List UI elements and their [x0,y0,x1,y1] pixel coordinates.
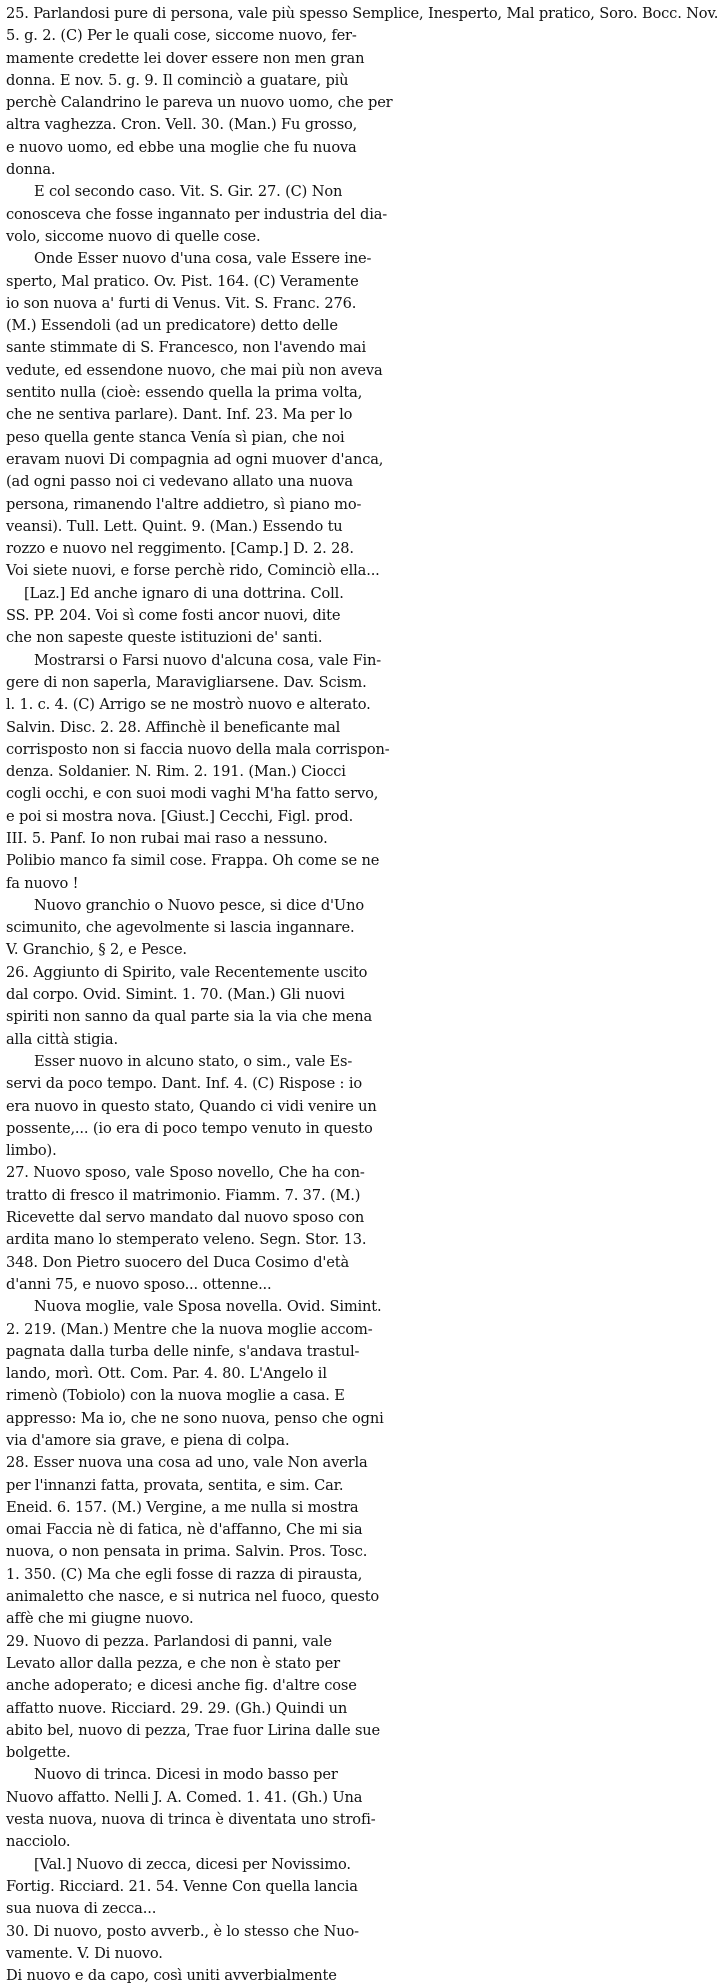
text-line: Eneid. 6. 157. (M.) Vergine, a me nulla si mostra [6,1498,359,1516]
text-line: [Laz.] Ed anche ignaro di una dottrina. Coll. [24,584,344,602]
text-line: (ad ogni passo noi ci vedevano allato una nuova [6,473,353,491]
text-line: sperto, Mal pratico. Ov. Pist. 164. (C) Veramente [6,272,359,290]
text-line: pagnata dalla turba delle ninfe, s'andava trastul- [6,1342,360,1360]
text-line: tratto di fresco il matrimonio. Fiamm. 7. 37. (M.) [6,1186,361,1204]
text-line: vamente. V. Di nuovo. [6,1944,163,1962]
text-line: possente,... (io era di poco tempo venuto in questo [6,1119,373,1137]
text-line: ardita mano lo stemperato veleno. Segn. Stor. 13. [6,1231,367,1249]
text-line: rimenò (Tobiolo) con la nuova moglie a casa. E [6,1387,345,1405]
text-line: vesta nuova, nuova di trinca è diventata uno strofi- [6,1811,376,1829]
text-line: Nuovo di trinca. Dicesi in modo basso per [34,1766,338,1784]
text-line: via d'amore sia grave, e piena di colpa. [6,1432,290,1449]
text-line: 26. Aggiunto di Spirito, vale Recentemente uscito [6,963,368,981]
text-line: io son nuova a' furti di Venus. Vit. S. Franc. 276. [6,294,357,312]
text-line: 1. 350. (C) Ma che egli fosse di razza di pirausta, [6,1565,363,1583]
text-line: vedute, ed essendone nuovo, che mai più non aveva [6,361,383,379]
text-line: [Val.] Nuovo di zecca, dicesi per Novissimo. [34,1855,351,1873]
text-line: Levato allor dalla pezza, e che non è stato per [6,1654,340,1672]
text-line: appresso: Ma io, che ne sono nuova, penso che ogni [6,1409,384,1427]
text-line: lando, morì. Ott. Com. Par. 4. 80. L'Angelo il [6,1365,327,1383]
text-line: Salvin. Disc. 2. 28. Affinchè il beneficante mal [6,718,341,736]
text-line: sentito nulla (cioè: essendo quella la prima volta, [6,384,363,402]
text-line: era nuovo in questo stato, Quando ci vidi venire un [6,1097,377,1115]
text-line: 27. Nuovo sposo, vale Sposo novello, Che ha con- [6,1164,365,1182]
text-line: Fortig. Ricciard. 21. 54. Venne Con quella lancia [6,1877,358,1895]
text-line: sua nuova di zecca... [6,1900,157,1918]
text-line: l. 1. c. 4. (C) Arrigo se ne mostrò nuovo e alterato. [6,696,371,714]
text-line: sante stimmate di S. Francesco, non l'avendo mai [6,339,367,357]
text-line: donna. [6,161,56,179]
text-line: scimunito, che agevolmente si lascia ingannare. [6,919,355,937]
text-line: Voi siete nuovi, e forse perchè rido, Cominciò ella... [6,562,380,580]
text-line: limbo). [6,1142,57,1160]
text-line: servi da poco tempo. Dant. Inf. 4. (C) Rispose : io [6,1075,362,1093]
text-line: Ricevette dal servo mandato dal nuovo sposo con [6,1209,365,1227]
text-line: III. 5. Panf. Io non rubai mai raso a nessuno. [6,829,328,847]
text-line: cogli occhi, e con suoi modi vaghi M'ha fatto servo, [6,785,379,803]
text-line: V. Granchio, § 2, e Pesce. [6,941,187,959]
text-line: bolgette. [6,1744,71,1762]
text-line: che non sapeste queste istituzioni de' santi. [6,629,323,647]
text-line: 5. g. 2. (C) Per le quali cose, siccome nuovo, fer- [6,27,357,45]
text-line: affatto nuove. Ricciard. 29. 29. (Gh.) Quindi un [6,1699,348,1717]
text-line: donna. E nov. 5. g. 9. Il cominciò a guatare, più [6,71,349,89]
text-line: Mostrarsi o Farsi nuovo d'alcuna cosa, vale Fin- [34,651,382,669]
text-line: e poi si mostra nova. [Giust.] Cecchi, Figl. prod. [6,807,354,825]
text-line: omai Faccia nè di fatica, nè d'affanno, Che mi sia [6,1521,363,1539]
text-line: 348. Don Pietro suocero del Duca Cosimo d'età [6,1253,350,1271]
text-line: altra vaghezza. Cron. Vell. 30. (Man.) Fu grosso, [6,116,358,134]
text-line: persona, rimanendo l'altre addietro, sì piano mo- [6,495,362,513]
text-line: Esser nuovo in alcuno stato, o sim., vale Es- [34,1052,353,1070]
text-line: Onde Esser nuovo d'una cosa, vale Essere ine- [34,250,372,268]
text-line: d'anni 75, e nuovo sposo... ottenne... [6,1275,272,1293]
text-line: Nuovo granchio o Nuovo pesce, si dice d'Uno [34,896,364,914]
text-line: Nuova moglie, vale Sposa novella. Ovid. Simint. [34,1298,382,1316]
text-line: animaletto che nasce, e si nutrica nel fuoco, questo [6,1588,380,1606]
text-line: 29. Nuovo di pezza. Parlandosi di panni, vale [6,1632,332,1650]
text-line: corrisposto non si faccia nuovo della mala corrispon- [6,740,390,758]
text-line: affè che mi giugne nuovo. [6,1610,194,1628]
text-line: veansi). Tull. Lett. Quint. 9. (Man.) Essendo tu [6,517,343,535]
text-line: perchè Calandrino le pareva un nuovo uomo, che per [6,94,393,112]
text-line: dal corpo. Ovid. Simint. 1. 70. (Man.) Gli nuovi [6,986,345,1004]
text-line: fa nuovo ! [6,874,79,892]
text-line: (M.) Essendoli (ad un predicatore) detto delle [6,317,338,335]
text-line: E col secondo caso. Vit. S. Gir. 27. (C) Non [34,183,343,201]
text-line: eravam nuovi Di compagnia ad ogni muover d'anca, [6,450,384,468]
text-line: volo, siccome nuovo di quelle cose. [6,227,261,245]
text-line: abito bel, nuovo di pezza, Trae fuor Lirina dalle sue [6,1721,381,1739]
text-line: gere di non saperla, Maravigliarsene. Dav. Scism. [6,673,367,691]
text-line: Polibio manco fa simil cose. Frappa. Oh come se ne [6,852,380,870]
text-line: rozzo e nuovo nel reggimento. [Camp.] D. 2. 28. [6,540,354,558]
text-line: e nuovo uomo, ed ebbe una moglie che fu nuova [6,138,357,156]
text-line: conosceva che fosse ingannato per industria del dia- [6,205,388,223]
text-line: peso quella gente stanca Venía sì pian, che noi [6,428,345,446]
text-line: anche adoperato; e dicesi anche fig. d'altre cose [6,1677,357,1695]
text-line: denza. Soldanier. N. Rim. 2. 191. (Man.) Ciocci [6,763,346,781]
text-line: nuova, o non pensata in prima. Salvin. Pros. Tosc. [6,1543,368,1561]
text-line: 28. Esser nuova una cosa ad uno, vale Non averla [6,1454,368,1472]
text-line: spiriti non sanno da qual parte sia la via che mena [6,1008,373,1026]
text-line: SS. PP. 204. Voi sì come fosti ancor nuovi, dite [6,607,341,625]
text-line: che ne sentiva parlare). Dant. Inf. 23. Ma per lo [6,406,353,424]
text-line: per l'innanzi fatta, provata, sentita, e sim. Car. [6,1476,344,1494]
text-line: Nuovo affatto. Nelli J. A. Comed. 1. 41. (Gh.) Una [6,1788,363,1806]
text-line: 2. 219. (Man.) Mentre che la nuova moglie accom- [6,1320,373,1338]
text-line: 30. Di nuovo, posto avverb., è lo stesso che Nuo- [6,1922,359,1940]
text-line: nacciolo. [6,1833,71,1851]
text-line: alla città stigia. [6,1030,118,1048]
text-line: 25. Parlandosi pure di persona, vale più spesso Semplice, Inesperto, Mal pratico, Soro. Bocc. Nov. [6,5,718,22]
text-line: mamente credette lei dover essere non men gran [6,49,365,67]
text-line: Di nuovo e da capo, così uniti avverbialmente [6,1967,337,1985]
